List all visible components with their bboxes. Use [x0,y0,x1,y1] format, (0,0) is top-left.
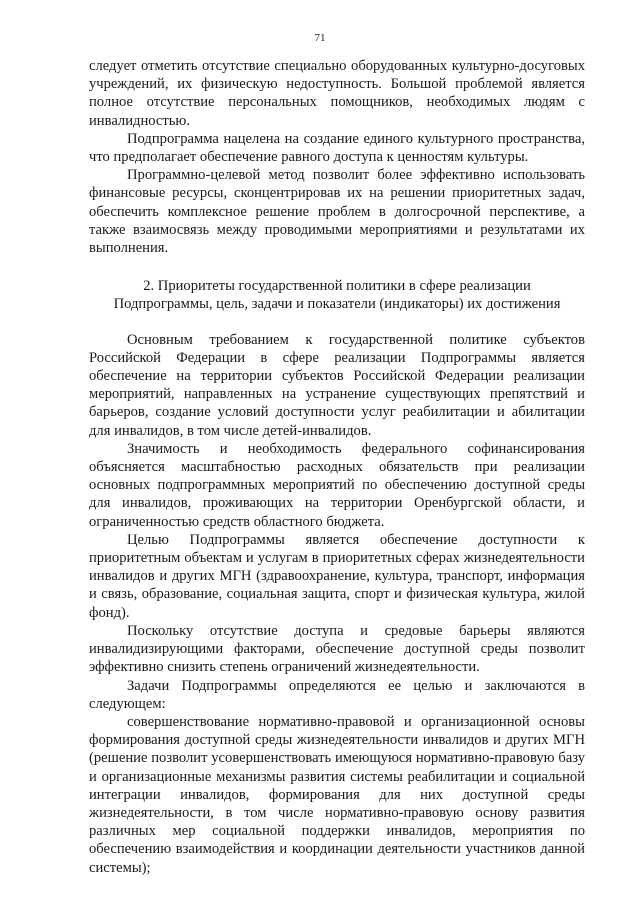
page-number: 71 [314,32,326,44]
paragraph: Подпрограмма нацелена на создание единого культурного пространства, что предполагает обеспечение равного доступа к ценностям культуры. [89,130,585,166]
paragraph: Основным требованием к государственной политике субъектов Российской Федерации в сфере реализации Подпрограммы является обеспечение на территории субъектов Российской Федерации реализации мероприятий, направленных на устранение существующих препятствий и барьеров, создание условий доступности услуг реабилитации и абилитации для инвалидов, в том числе детей-инвалидов. [89,331,585,439]
section-heading-line: Подпрограммы, цель, задачи и показатели (индикаторы) их достижения [113,296,561,313]
paragraph: Задачи Подпрограммы определяются ее целью и заключаются в следующем: [89,677,585,712]
section-heading [89,277,585,313]
paragraph: Значимость и необходимость федерального софинансирования объясняется масштабностью расходных обязательств при реализации основных подпрограммных мероприятий по обеспечению доступной среды для инвалидов, проживающих на территории Оренбургской области, и ограниченностью средств областного бюджета. [89,440,585,530]
section-heading-line: 2. Приоритеты государственной политики в сфере реализации [143,278,531,295]
paragraph: Программно-целевой метод позволит более эффективно использовать финансовые ресурсы, сконцентрировав их на решении приоритетных задач, обеспечить комплексное решение проблем в долгосрочной перспективе, а также взаимосвязь между проводимыми мероприятиями и результатами их выполнения. [89,167,585,257]
paragraph: Целью Подпрограммы является обеспечение доступности к приоритетным объектам и услугам в приоритетных сферах жизнедеятельности инвалидов и других МГН (здравоохранение, культура, транспорт, информация и связь, образование, социальная защита, спорт и физическая культура, жилой фонд). [89,531,585,621]
paragraph: Поскольку отсутствие доступа и средовые барьеры являются инвалидизирующими факторами, обеспечение доступной среды позволит эффективно снизить степень ограничений жизнедеятельности. [89,622,585,676]
document-body [89,57,585,877]
paragraph: следует отметить отсутствие специально оборудованных культурно-досуговых учреждений, их физическую недоступность. Большой проблемой является полное отсутствие персональных помощников, необходимых людям с инвалидностью. [89,58,585,129]
paragraph: совершенствование нормативно-правовой и организационной основы формирования доступной среды жизнедеятельности инвалидов и других МГН (решение позволит усовершенствовать имеющуюся нормативно-правовую базу и организационные механизмы развития системы реабилитации и социальной интеграции инвалидов, формирования для них доступной среды жизнедеятельности, в том числе нормативно-правовую основу развития различных мер социальной поддержки инвалидов, мероприятия по обеспечению взаимодействия и координации деятельности участников данной системы); [89,713,585,876]
